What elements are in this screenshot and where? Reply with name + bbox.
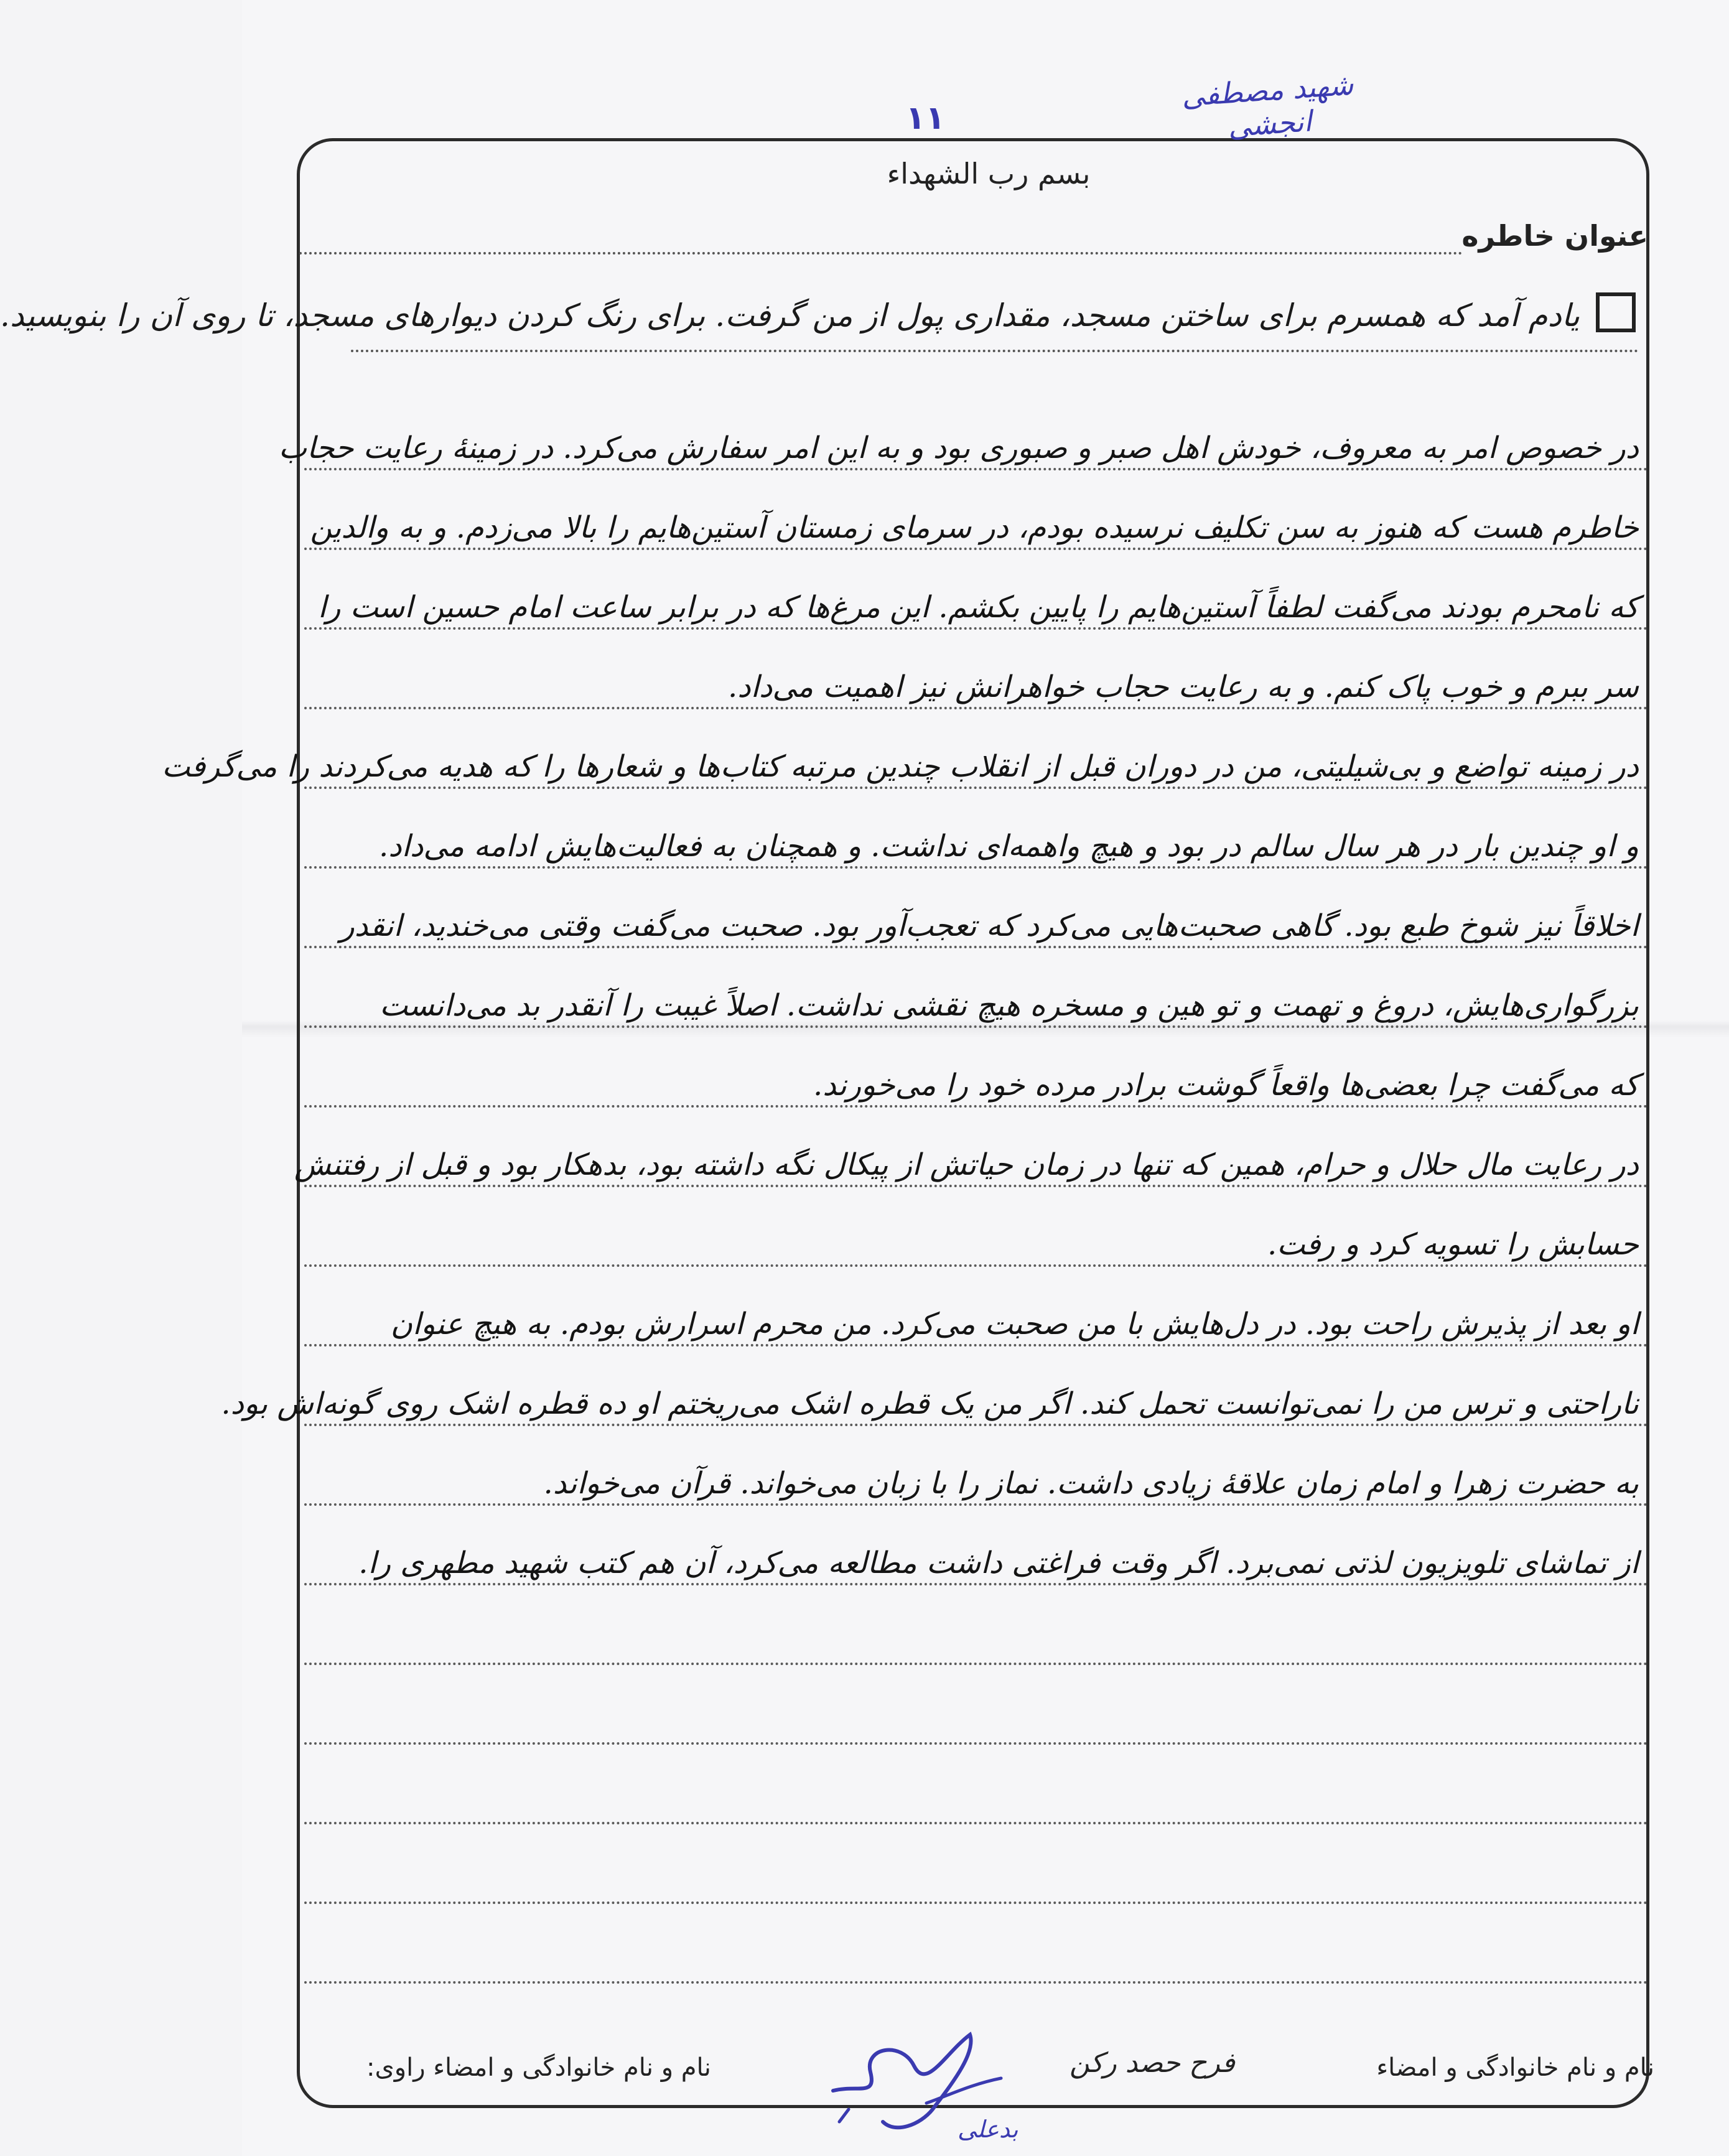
memoir-line: که نامحرم بودند می‌گفت لطفاً آستین‌هایم را پایین بکشم. این مرغ‌ها که در برابر ساعت امام حسین است را [317, 590, 1639, 625]
memoir-line: حسابش را تسویه کرد و رفت. [1267, 1227, 1639, 1262]
memoir-line: اخلاقاً نیز شوخ طبع بود. گاهی صحبت‌هایی می‌کرد که تعجب‌آور بود. صحبت می‌گفت وقتی می‌خندید، انقدر [340, 908, 1639, 943]
family-name-handwritten: فرح حصد رکن [1070, 2047, 1235, 2079]
memoir-line: سر ببرم و خوب پاک کنم. و به رعایت حجاب خواهرانش نیز اهمیت می‌داد. [728, 670, 1639, 704]
memoir-line: در رعایت مال حلال و حرام، همین که تنها در زمان حیاتش از پیکال نگه داشته بود، بدهکار بود و قبل از رفتنش [294, 1147, 1639, 1182]
memoir-line: ناراحتی و ترس من را نمی‌توانست تحمل کند. اگر من یک قطره اشک می‌ریختم او ده قطره اشک روی گونه‌اش بود. [221, 1386, 1639, 1421]
question-text: یادم آمد که همسرم برای ساختن مسجد، مقداری پول از من گرفت. برای رنگ کردن دیوارهای مسجد، تا روی آن را بنویسید. [0, 297, 1580, 334]
family-signature-label: نام و نام خانوادگی و امضاء [1376, 2053, 1654, 2082]
memoir-line: از تماشای تلویزیون لذتی نمی‌برد. اگر وقت فراغتی داشت مطالعه می‌کرد، آن هم کتب شهید مطهری را. [358, 1546, 1639, 1580]
memoir-line: او بعد از پذیرش راحت بود. در دل‌هایش با من صحبت می‌کرد. من محرم اسرارش بودم. به هیچ عنوان [390, 1307, 1639, 1342]
memoir-line: به حضرت زهرا و امام زمان علاقهٔ زیادی داشت. نماز را با زبان می‌خواند. قرآن می‌خواند. [543, 1466, 1639, 1501]
memoir-line: که می‌گفت چرا بعضی‌ها واقعاً گوشت برادر مرده خود را می‌خورند. [813, 1068, 1639, 1103]
memoir-line: در خصوص امر به معروف، خودش اهل صبر و صبوری بود و به این امر سفارش می‌کرد. در زمینهٔ رعایت حجاب [278, 431, 1639, 465]
memoir-line: بزرگواری‌هایش، دروغ و تهمت و تو هین و مسخره هیچ نقشی نداشت. اصلاً غیبت را آنقدر بد می‌دانست [380, 988, 1639, 1023]
top-note-handwritten: شهید مصطفی انجشی [1180, 67, 1354, 144]
signature-note: بدعلی [958, 2116, 1018, 2143]
memoir-line: در زمینه تواضع و بی‌شیلیتی، من در دوران قبل از انقلاب چندین مرتبه کتاب‌ها و شعارها را که هدیه می‌کردند را می‌گرفت [162, 749, 1639, 784]
memoir-line: و او چندین بار در هر سال سالم در بود و هیچ واهمه‌ای نداشت. و همچنان به فعالیت‌هایش ادامه می‌داد. [379, 829, 1639, 864]
narrator-signature-label: نام و نام خانوادگی و امضاء راوی: [366, 2053, 711, 2082]
page-number: ۱۱ [905, 100, 945, 137]
memoir-line: خاطرم هست که هنوز به سن تکلیف نرسیده بودم، در سرمای زمستان آستین‌هایم را بالا می‌زدم. و به والدین [310, 510, 1639, 545]
form-heading: بسم رب الشهداء [887, 157, 1091, 190]
title-field-label: عنوان خاطره [1461, 219, 1648, 253]
